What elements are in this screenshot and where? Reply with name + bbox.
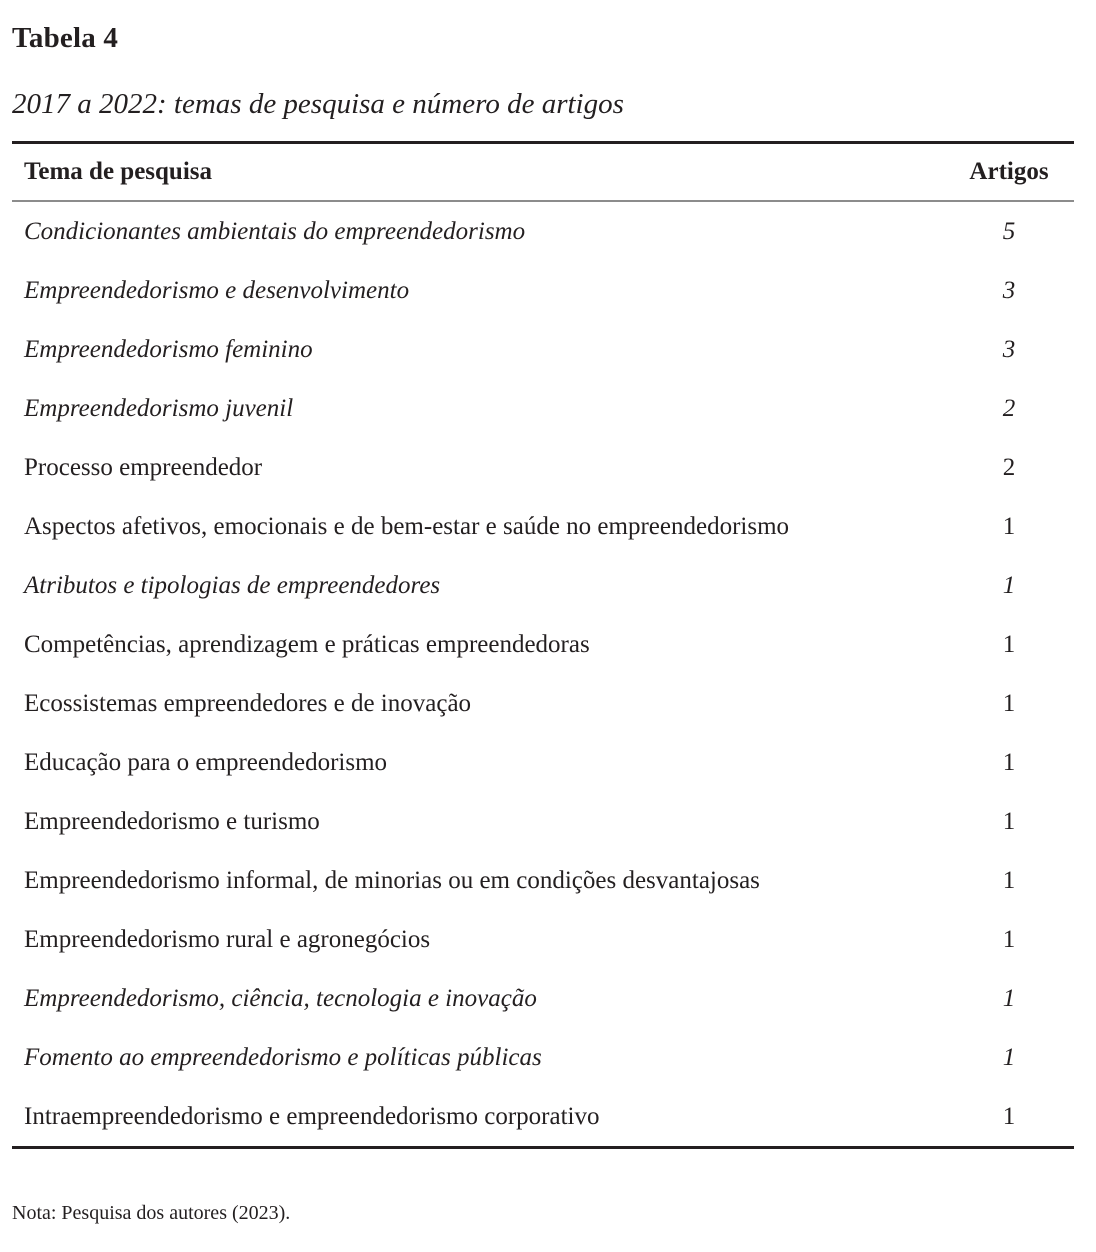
cell-artigos: 1: [1002, 867, 1016, 894]
table-row: [12, 201, 1074, 261]
cell-artigos: 5: [1002, 218, 1016, 245]
cell-tema: Empreendedorismo e turismo: [24, 808, 320, 835]
cell-tema: Aspectos afetivos, emocionais e de bem-estar e saúde no empreendedorismo: [24, 513, 790, 540]
cell-artigos: 1: [1002, 1044, 1016, 1071]
cell-artigos: 2: [1002, 395, 1016, 422]
table-row: [12, 851, 1074, 910]
table-caption: 2017 a 2022: temas de pesquisa e número de artigos: [12, 88, 624, 120]
column-header-tema: Tema de pesquisa: [24, 158, 213, 185]
data-table-container: [12, 141, 1074, 1149]
table-row: [12, 261, 1074, 320]
header-row: [12, 143, 1074, 202]
table-label: Tabela 4: [12, 22, 119, 54]
cell-tema: Atributos e tipologias de empreendedores: [24, 572, 441, 599]
cell-tema: Educação para o empreendedorismo: [24, 749, 388, 776]
table-row: [12, 379, 1074, 438]
table-note: Nota: Pesquisa dos autores (2023).: [12, 1202, 291, 1224]
cell-tema: Empreendedorismo feminino: [24, 336, 313, 363]
column-header-artigos: Artigos: [969, 158, 1049, 185]
table-row: [12, 1028, 1074, 1087]
cell-tema: Condicionantes ambientais do empreendedorismo: [24, 218, 526, 245]
table-row: [12, 320, 1074, 379]
research-themes-table: [12, 141, 1074, 1149]
cell-tema: Competências, aprendizagem e práticas empreendedoras: [24, 631, 590, 658]
cell-tema: Intraempreendedorismo e empreendedorismo corporativo: [24, 1103, 600, 1130]
table-row: [12, 910, 1074, 969]
cell-artigos: 3: [1002, 336, 1016, 363]
table-row: [12, 497, 1074, 556]
cell-artigos: 1: [1002, 572, 1016, 599]
cell-artigos: 1: [1002, 749, 1016, 776]
table-row: [12, 674, 1074, 733]
cell-artigos: 1: [1002, 985, 1016, 1012]
cell-artigos: 3: [1002, 277, 1016, 304]
cell-artigos: 1: [1002, 690, 1016, 717]
cell-tema: Processo empreendedor: [24, 454, 263, 481]
cell-artigos: 1: [1002, 513, 1016, 540]
cell-artigos: 1: [1002, 926, 1016, 953]
cell-tema: Empreendedorismo, ciência, tecnologia e inovação: [24, 985, 537, 1012]
cell-tema: Empreendedorismo informal, de minorias ou em condições desvantajosas: [24, 867, 760, 894]
table-row: [12, 792, 1074, 851]
cell-artigos: 2: [1002, 454, 1016, 481]
cell-artigos: 1: [1002, 1103, 1016, 1130]
table-row: [12, 556, 1074, 615]
table-row: [12, 733, 1074, 792]
table-row: [12, 969, 1074, 1028]
cell-tema: Fomento ao empreendedorismo e políticas públicas: [24, 1044, 542, 1071]
table-row: [12, 615, 1074, 674]
cell-tema: Empreendedorismo juvenil: [24, 395, 294, 422]
cell-tema: Empreendedorismo rural e agronegócios: [24, 926, 431, 953]
cell-tema: Empreendedorismo e desenvolvimento: [24, 277, 410, 304]
table-body: [12, 201, 1074, 1148]
table-row: [12, 438, 1074, 497]
table-row: [12, 1087, 1074, 1148]
cell-artigos: 1: [1002, 808, 1016, 835]
cell-artigos: 1: [1002, 631, 1016, 658]
cell-tema: Ecossistemas empreendedores e de inovação: [24, 690, 472, 717]
